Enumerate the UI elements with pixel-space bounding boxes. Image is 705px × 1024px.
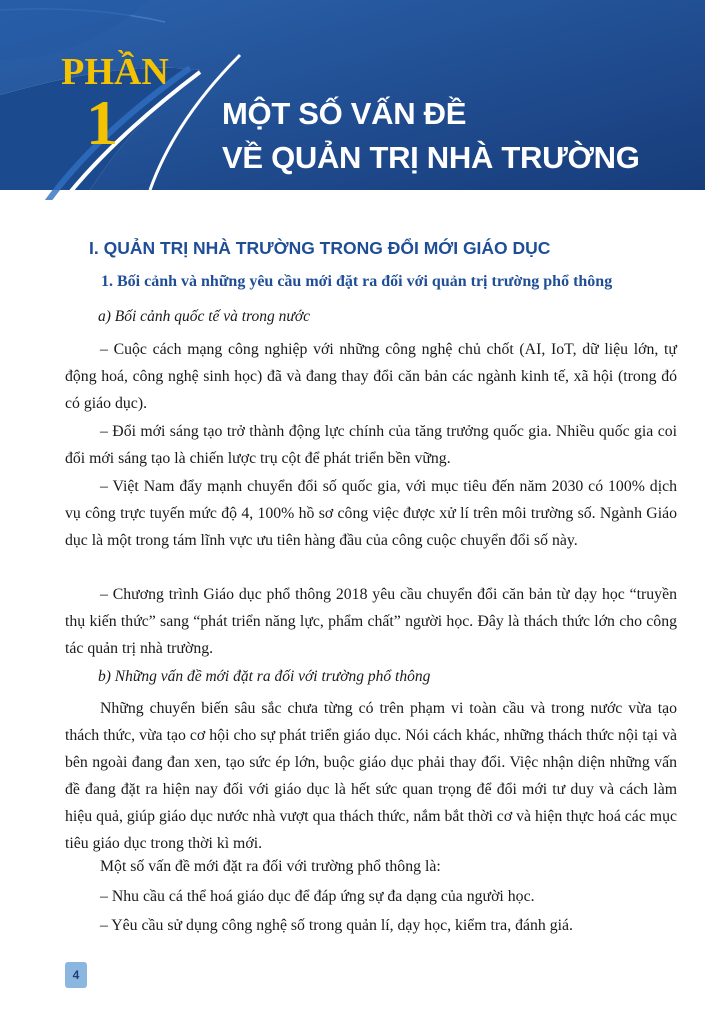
paragraph-4: – Chương trình Giáo dục phổ thông 2018 yêu cầu chuyển đổi căn bản từ dạy học “truyền thụ kiến thức” sang “phát triển năng lực, phẩm chất” người học. Đây là thách thức lớn cho công tác quản trị nhà trường. <box>65 586 677 657</box>
list-item-2: – Yêu cầu sử dụng công nghệ số trong quản lí, dạy học, kiểm tra, đánh giá. <box>100 917 573 934</box>
part-a-title: a) Bối cảnh quốc tế và trong nước <box>98 308 311 325</box>
chapter-title <box>222 92 692 180</box>
chapter-title-line2: VỀ QUẢN TRỊ NHÀ TRƯỜNG <box>222 140 640 175</box>
section-subheading: 1. Bối cảnh và những yêu cầu mới đặt ra đối với quản trị trường phổ thông <box>101 273 613 290</box>
list-intro: Một số vấn đề mới đặt ra đối với trường phổ thông là: <box>100 858 441 875</box>
part-number: 1 <box>86 87 118 158</box>
page-number: 4 <box>65 962 87 988</box>
paragraph-2: – Đổi mới sáng tạo trở thành động lực chính của tăng trưởng quốc gia. Nhiều quốc gia coi đổi mới sáng tạo là chiến lược trụ cột để phát triển bền vững. <box>65 423 677 467</box>
part-label: PHẦN <box>61 51 169 93</box>
paragraph-3: – Việt Nam đẩy mạnh chuyển đổi số quốc gia, với mục tiêu đến năm 2030 có 100% dịch vụ công trực tuyến mức độ 4, 100% hồ sơ công việc được xử lí trên môi trường số. Ngành Giáo dục là một trong tám lĩnh vực ưu tiên hàng đầu của công cuộc chuyển đổi số này. <box>65 478 677 549</box>
list-item-1: – Nhu cầu cá thể hoá giáo dục để đáp ứng sự đa dạng của người học. <box>100 888 535 905</box>
part-b-title: b) Những vấn đề mới đặt ra đối với trường phổ thông <box>98 668 431 685</box>
paragraph-5: Những chuyển biến sâu sắc chưa từng có trên phạm vi toàn cầu và trong nước vừa tạo thách thức, vừa tạo cơ hội cho sự phát triển giáo dục. Nói cách khác, những thách thức nội tại và bên ngoài đang đan xen, tạo sức ép lớn, buộc giáo dục phải thay đổi. Việc nhận diện những vấn đề đang đặt ra hiện nay đối với giáo dục là hết sức quan trọng để đổi mới tư duy và cách làm hiệu quả, giúp giáo dục nước nhà vượt qua thách thức, nắm bắt thời cơ và hiện thực hoá các mục tiêu giáo dục trong thời kì mới. <box>65 700 677 852</box>
paragraph-1: – Cuộc cách mạng công nghiệp với những công nghệ chủ chốt (AI, IoT, dữ liệu lớn, tự động hoá, công nghệ sinh học) đã và đang thay đổi căn bản các ngành kinh tế, xã hội (trong đó có giáo dục). <box>65 341 677 412</box>
chapter-title-line1: MỘT SỐ VẤN ĐỀ <box>222 96 467 131</box>
section-heading: I. QUẢN TRỊ NHÀ TRƯỜNG TRONG ĐỔI MỚI GIÁO DỤC <box>89 238 551 258</box>
